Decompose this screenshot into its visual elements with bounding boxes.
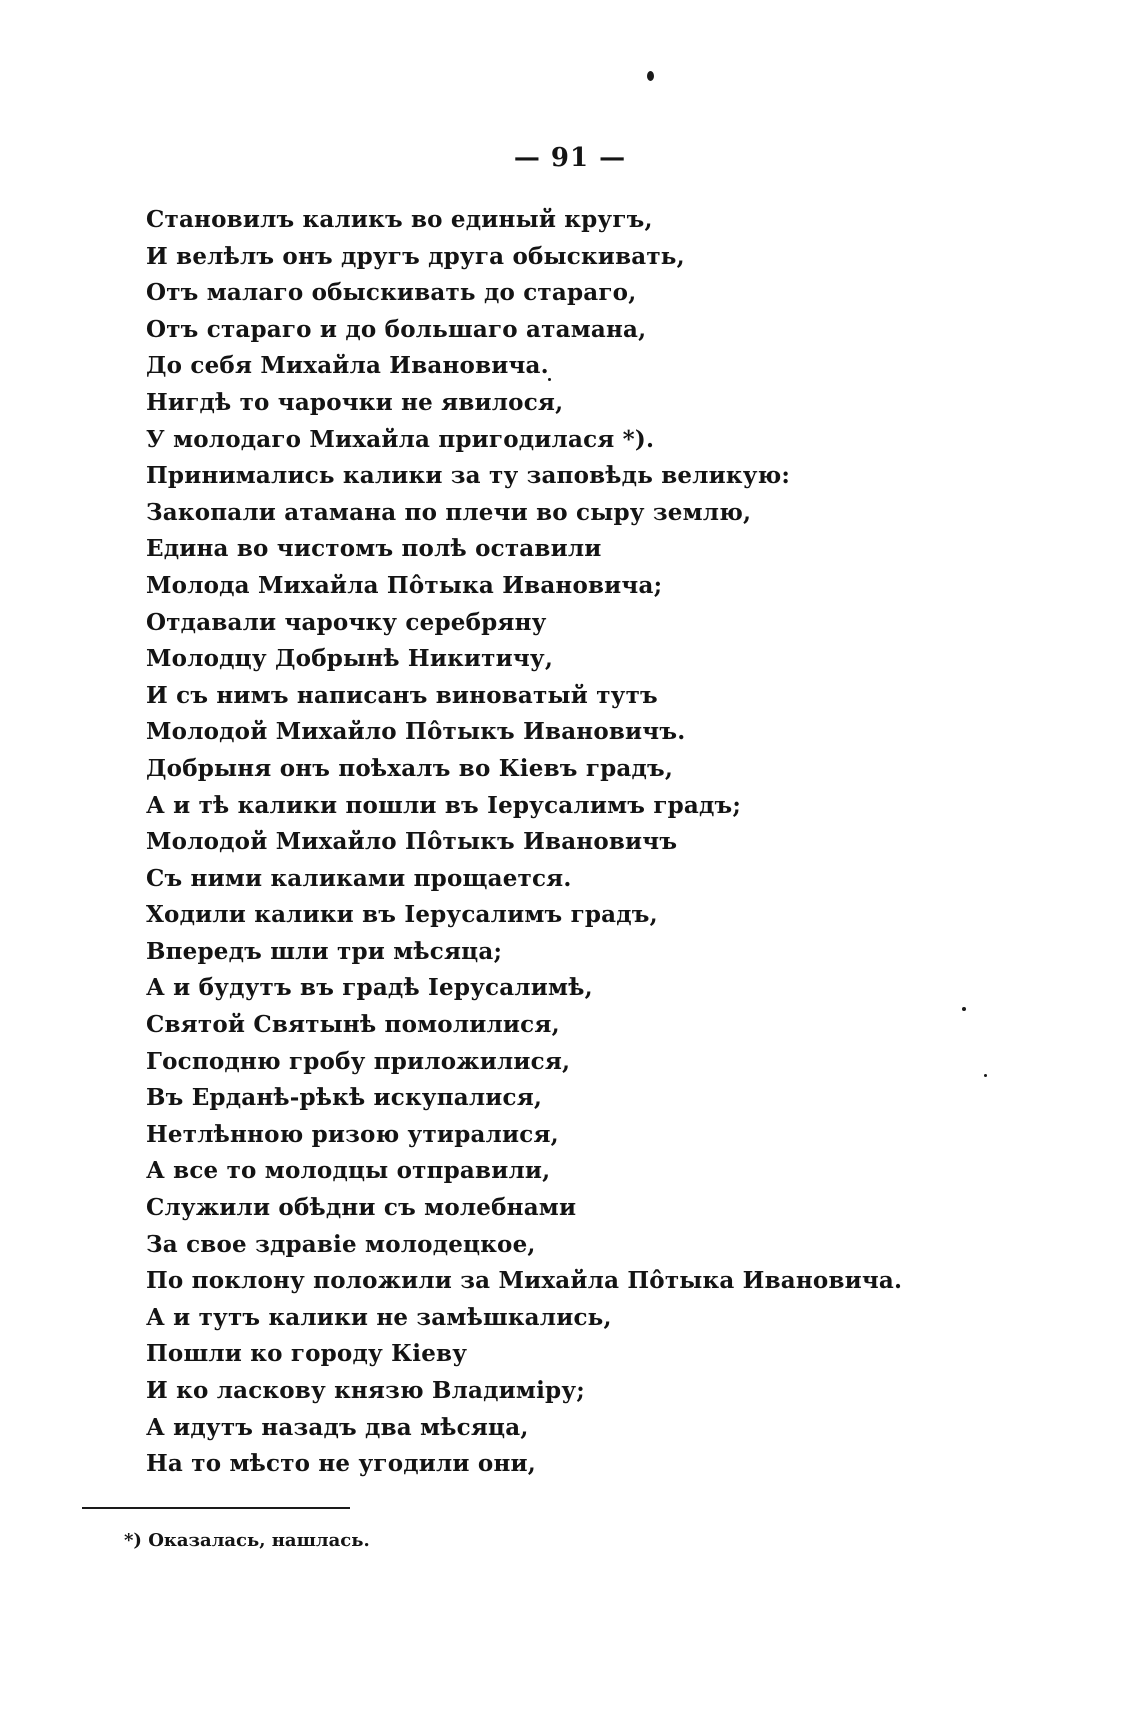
footnote-divider — [82, 1507, 350, 1509]
ink-speck — [647, 71, 654, 81]
verse-line: Молодой Михайло Пôтыкъ Ивановичъ. — [146, 718, 686, 746]
verse-line: Молодцу Добрынѣ Никитичу, — [146, 645, 554, 673]
verse-line: Отъ малаго обыскивать до стараго, — [146, 279, 637, 307]
verse-line: Молода Михайла Пôтыка Ивановича; — [146, 571, 663, 599]
verse-line: А и тутъ калики не замѣшкались, — [146, 1303, 612, 1331]
verse-line: Святой Святынѣ помолилися, — [146, 1011, 560, 1039]
verse-line: Отъ стараго и до большаго атамана, — [146, 315, 647, 343]
verse-line: За свое здравіе молодецкое, — [146, 1230, 536, 1258]
verse-line: Господню гробу приложилися, — [146, 1047, 571, 1075]
verse-line: А и тѣ калики пошли въ Іерусалимъ градъ; — [146, 791, 742, 819]
verse-line: По поклону положили за Михайла Пôтыка Ивановича. — [146, 1267, 903, 1295]
verse-line: Отдавали чарочку серебряну — [146, 608, 547, 636]
verse-line: А и будутъ въ градѣ Іерусалимѣ, — [146, 974, 593, 1002]
verse-line: Пошли ко городу Кіеву — [146, 1340, 468, 1368]
verse-line: Нетлѣнною ризою утиралися, — [146, 1120, 559, 1148]
verse-line: Закопали атамана по плечи во сыру землю, — [146, 498, 752, 526]
verse-line: Впередъ шли три мѣсяца; — [146, 937, 503, 965]
verse-line: Ходили калики въ Іерусалимъ градъ, — [146, 901, 658, 929]
verse-line: А идутъ назадъ два мѣсяца, — [146, 1413, 529, 1441]
page-number: — 91 — — [513, 143, 627, 173]
verse-line: Нигдѣ то чарочки не явилося, — [146, 388, 564, 416]
verse-line: И съ нимъ написанъ виноватый тутъ — [146, 681, 658, 709]
verse-line: Становилъ каликъ во единый кругъ, — [146, 206, 653, 233]
verse-line: До себя Михайла Ивановича. — [146, 352, 549, 380]
verse-line: Молодой Михайло Пôтыкъ Ивановичъ — [146, 828, 678, 856]
verse-line: У молодаго Михайла пригодилася *). — [146, 425, 655, 453]
footnote: *) Оказалась, нашлась. — [124, 1530, 370, 1551]
verse-line: Принимались калики за ту заповѣдь великую: — [146, 462, 791, 490]
verse-line: На то мѣсто не угодили они, — [146, 1450, 536, 1478]
verse-line: И ко ласкову князю Владиміру; — [146, 1377, 585, 1404]
verse-line: Съ ними каликами прощается. — [146, 864, 572, 892]
verse-line: Въ Ерданѣ-рѣкѣ искупалися, — [146, 1084, 543, 1112]
verse-line: И велѣлъ онъ другъ друга обыскивать, — [146, 242, 685, 270]
verse-line: Добрыня онъ поѣхалъ во Кіевъ градъ, — [146, 754, 674, 782]
verse-line: А все то молодцы отправили, — [146, 1157, 551, 1185]
verse-line: Служили обѣдни съ молебнами — [146, 1194, 577, 1222]
verse-text — [146, 202, 1046, 1483]
verse-line: Едина во чистомъ полѣ оставили — [146, 535, 602, 563]
